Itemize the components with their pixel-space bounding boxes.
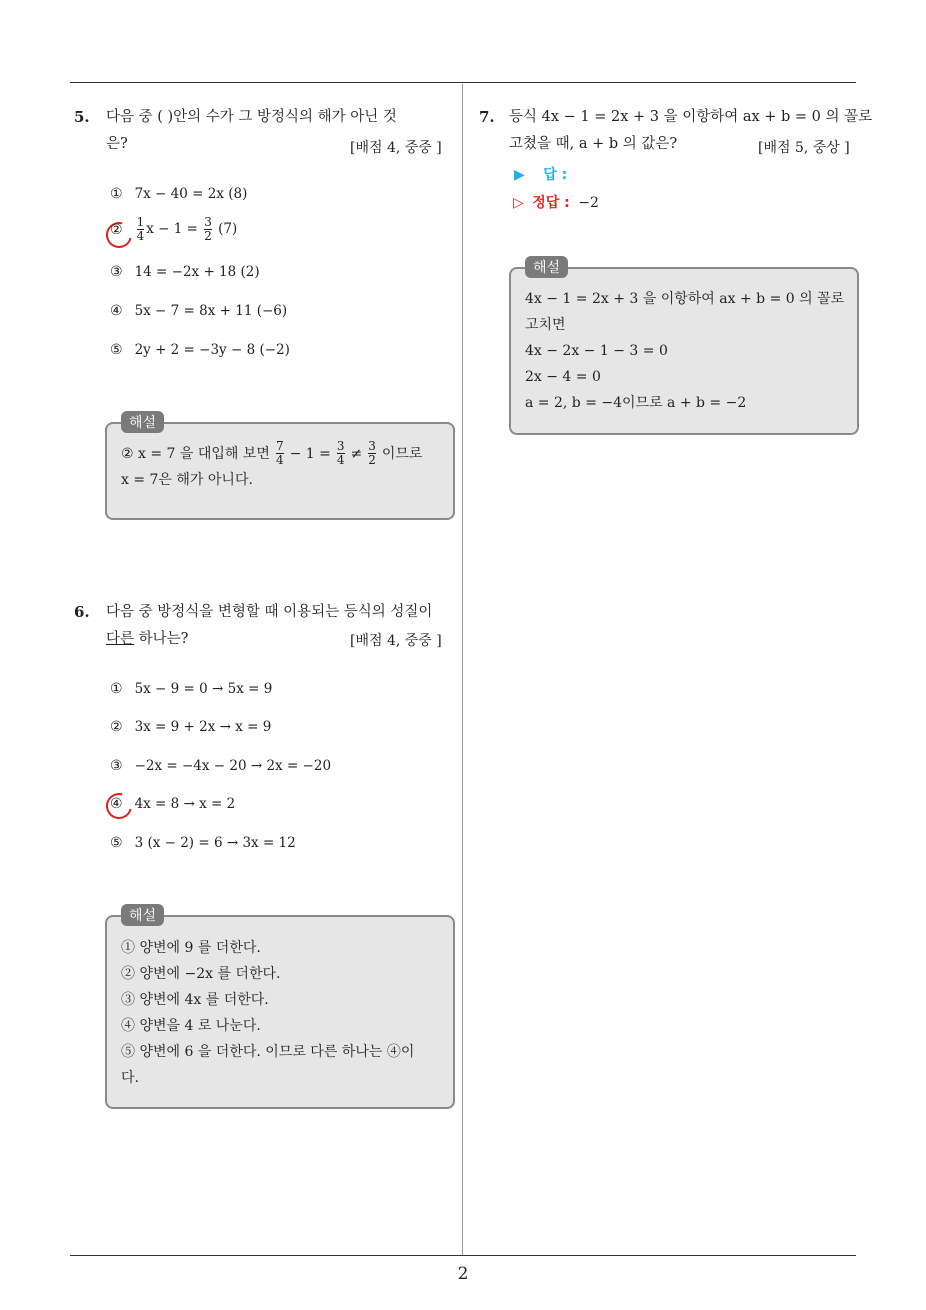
question-6-text-line2: 다른 하나는? (106, 631, 189, 647)
top-rule (70, 82, 856, 83)
play-icon: ▶ (514, 167, 525, 183)
q5-choice-3[interactable] (110, 264, 260, 280)
q6-choice-2[interactable] (110, 719, 271, 735)
choice-expression: 14 = −2x + 18 (2) (134, 264, 260, 280)
choice-number: ① (110, 186, 123, 202)
solution-line: ③ 양변에 4x 를 더한다. (121, 992, 269, 1008)
q5-choice-2[interactable] (110, 216, 237, 243)
answer-label: 답 : (543, 167, 568, 183)
question-5-text-line1: 다음 중 ( )안의 수가 그 방정식의 해가 아닌 것 (106, 109, 397, 125)
correct-answer-label: 정답 : (532, 195, 570, 211)
choice-expression: −2x = −4x − 20 → 2x = −20 (134, 758, 332, 774)
question-5-number: 5. (74, 108, 90, 126)
choice-number: ④ (110, 303, 123, 319)
choice-expression: 4x = 8 → x = 2 (134, 796, 236, 812)
solution-line: ② x = 7 을 대입해 보면 $\frac{7}{4}$ − 1 = $\frac{3}{4}$ ≠ $\frac{3}{2}$ 이므로 (121, 439, 423, 467)
q6-choice-1[interactable] (110, 681, 272, 697)
question-6-number: 6. (74, 603, 90, 621)
q6-choice-4[interactable] (110, 796, 235, 812)
choice-number: ① (110, 681, 123, 697)
choice-number: ⑤ (110, 342, 123, 358)
question-5-meta: [배점 4, 중중 ] (350, 140, 442, 156)
choice-expression: 3 (x − 2) = 6 → 3x = 12 (134, 835, 296, 851)
q6-solution-box (105, 908, 455, 1109)
question-7-text-line1: 등식 4x − 1 = 2x + 3 을 이항하여 ax + b = 0 의 꼴로 (509, 109, 873, 125)
solution-line: 4x − 1 = 2x + 3 을 이항하여 ax + b = 0 의 꼴로 (525, 291, 845, 307)
fraction: $\frac{3}{2}$ (204, 215, 212, 243)
solution-tag: 해설 (121, 411, 164, 433)
question-5-text-line2: 은? (106, 136, 128, 152)
solution-body (121, 935, 443, 1091)
choice-expression: $\frac{1}{4}$ x − 1 = $\frac{3}{2}$ (7) (136, 215, 238, 243)
solution-line: 고치면 (525, 317, 566, 333)
q5-choice-4[interactable] (110, 303, 287, 319)
solution-line: ② 양변에 −2x 를 더한다. (121, 966, 281, 982)
solution-line: x = 7은 해가 아니다. (121, 472, 253, 488)
question-7-number: 7. (479, 108, 495, 126)
choice-number: ② (110, 221, 123, 238)
solution-line: 4x − 2x − 1 − 3 = 0 (525, 343, 668, 359)
underlined-word: 다른 (106, 631, 135, 647)
question-6-text-line1: 다음 중 방정식을 변형할 때 이용되는 등식의 성질이 (106, 604, 433, 620)
outline-play-icon: ▷ (513, 195, 524, 211)
solution-line: ⑤ 양변에 6 을 더한다. 이므로 다른 하나는 ④이 (121, 1044, 415, 1060)
choice-expression: 7x − 40 = 2x (8) (134, 186, 248, 202)
solution-tag: 해설 (525, 256, 568, 278)
choice-expression: 5x − 7 = 8x + 11 (−6) (134, 303, 288, 319)
choice-number: ④ (110, 796, 123, 812)
solution-line: 다. (121, 1070, 139, 1086)
solution-tag: 해설 (121, 904, 164, 926)
solution-line: ① 양변에 9 를 더한다. (121, 940, 261, 956)
choice-number: ② (110, 719, 123, 735)
bottom-rule (70, 1255, 856, 1256)
correct-answer-line (513, 192, 599, 212)
choice-number: ③ (110, 758, 123, 774)
column-divider (462, 84, 463, 1256)
question-7-meta: [배점 5, 중상 ] (758, 140, 850, 156)
q5-choice-5[interactable] (110, 342, 290, 358)
correct-answer-value: −2 (578, 195, 599, 211)
page-number: 2 (457, 1264, 469, 1284)
question-7-text-line2: 고쳤을 때, a + b 의 값은? (509, 136, 678, 152)
question-6-meta: [배점 4, 중중 ] (350, 633, 442, 649)
q7-solution-box (509, 260, 859, 435)
solution-line: 2x − 4 = 0 (525, 369, 601, 385)
fraction: $\frac{1}{4}$ (136, 215, 145, 243)
q6-choice-3[interactable] (110, 758, 331, 774)
q5-solution-box (105, 415, 455, 520)
q6-choice-5[interactable] (110, 835, 296, 851)
solution-body (525, 286, 847, 416)
choice-expression: 3x = 9 + 2x → x = 9 (134, 719, 272, 735)
solution-line: a = 2, b = −4이므로 a + b = −2 (525, 395, 747, 411)
choice-number: ⑤ (110, 835, 123, 851)
solution-body (121, 440, 443, 493)
solution-line: ④ 양변을 4 로 나눈다. (121, 1018, 261, 1034)
q5-choice-1[interactable] (110, 186, 247, 202)
choice-expression: 5x − 9 = 0 → 5x = 9 (134, 681, 273, 697)
choice-number: ③ (110, 264, 123, 280)
answer-line (514, 164, 567, 184)
choice-expression: 2y + 2 = −3y − 8 (−2) (134, 342, 290, 358)
